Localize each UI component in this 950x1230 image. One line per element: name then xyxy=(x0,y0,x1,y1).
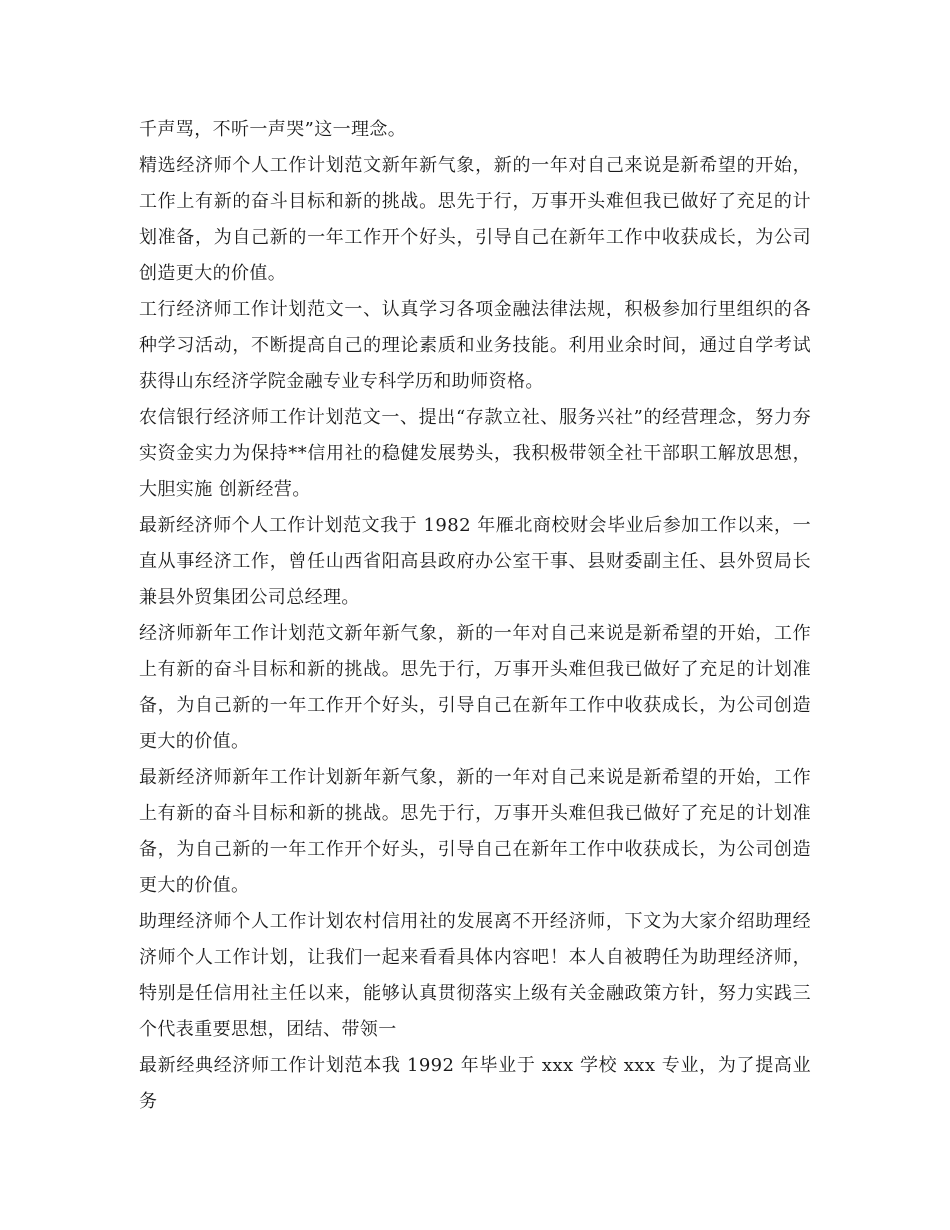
paragraph-6: 经济师新年工作计划范文新年新气象，新的一年对自己来说是新希望的开始，工作上有新的奋斗目标和新的挑战。思先于行，万事开头难但我已做好了充足的计划准备，为自己新的一年工作开个好头，引导自己在新年工作中收获成长，为公司创造更大的价值。 xyxy=(139,623,811,752)
document-body xyxy=(139,112,811,1120)
paragraph-2: 精选经济师个人工作计划范文新年新气象，新的一年对自己来说是新希望的开始，工作上有新的奋斗目标和新的挑战。思先于行，万事开头难但我已做好了充足的计划准备，为自己新的一年工作开个好头，引导自己在新年工作中收获成长，为公司创造更大的价值。 xyxy=(139,155,811,284)
paragraph-3: 工行经济师工作计划范文一、认真学习各项金融法律法规，积极参加行里组织的各种学习活动，不断提高自己的理论素质和业务技能。利用业余时间，通过自学考试获得山东经济学院金融专业专科学历和助师资格。 xyxy=(139,299,811,392)
paragraph-8: 助理经济师个人工作计划农村信用社的发展离不开经济师，下文为大家介绍助理经济师个人工作计划，让我们一起来看看具体内容吧！本人自被聘任为助理经济师，特别是任信用社主任以来，能够认真贯彻落实上级有关金融政策方针，努力实践三个代表重要思想，团结、带领一 xyxy=(139,911,811,1040)
paragraph-5: 最新经济师个人工作计划范文我于 1982 年雁北商校财会毕业后参加工作以来，一直从事经济工作，曾任山西省阳高县政府办公室干事、县财委副主任、县外贸局长兼县外贸集团公司总经理。 xyxy=(139,515,811,608)
paragraph-7: 最新经济师新年工作计划新年新气象，新的一年对自己来说是新希望的开始，工作上有新的奋斗目标和新的挑战。思先于行，万事开头难但我已做好了充足的计划准备，为自己新的一年工作开个好头，引导自己在新年工作中收获成长，为公司创造更大的价值。 xyxy=(139,767,811,896)
paragraph-9: 最新经典经济师工作计划范本我 1992 年毕业于 xxx 学校 xxx 专业，为了提高业务 xyxy=(139,1055,811,1112)
paragraph-1: 千声骂，不听一声哭”这一理念。 xyxy=(139,119,407,140)
paragraph-4: 农信银行经济师工作计划范文一、提出“存款立社、服务兴社”的经营理念，努力夯实资金实力为保持**信用社的稳健发展势头，我积极带领全社干部职工解放思想，大胆实施 创新经营。 xyxy=(139,407,811,500)
